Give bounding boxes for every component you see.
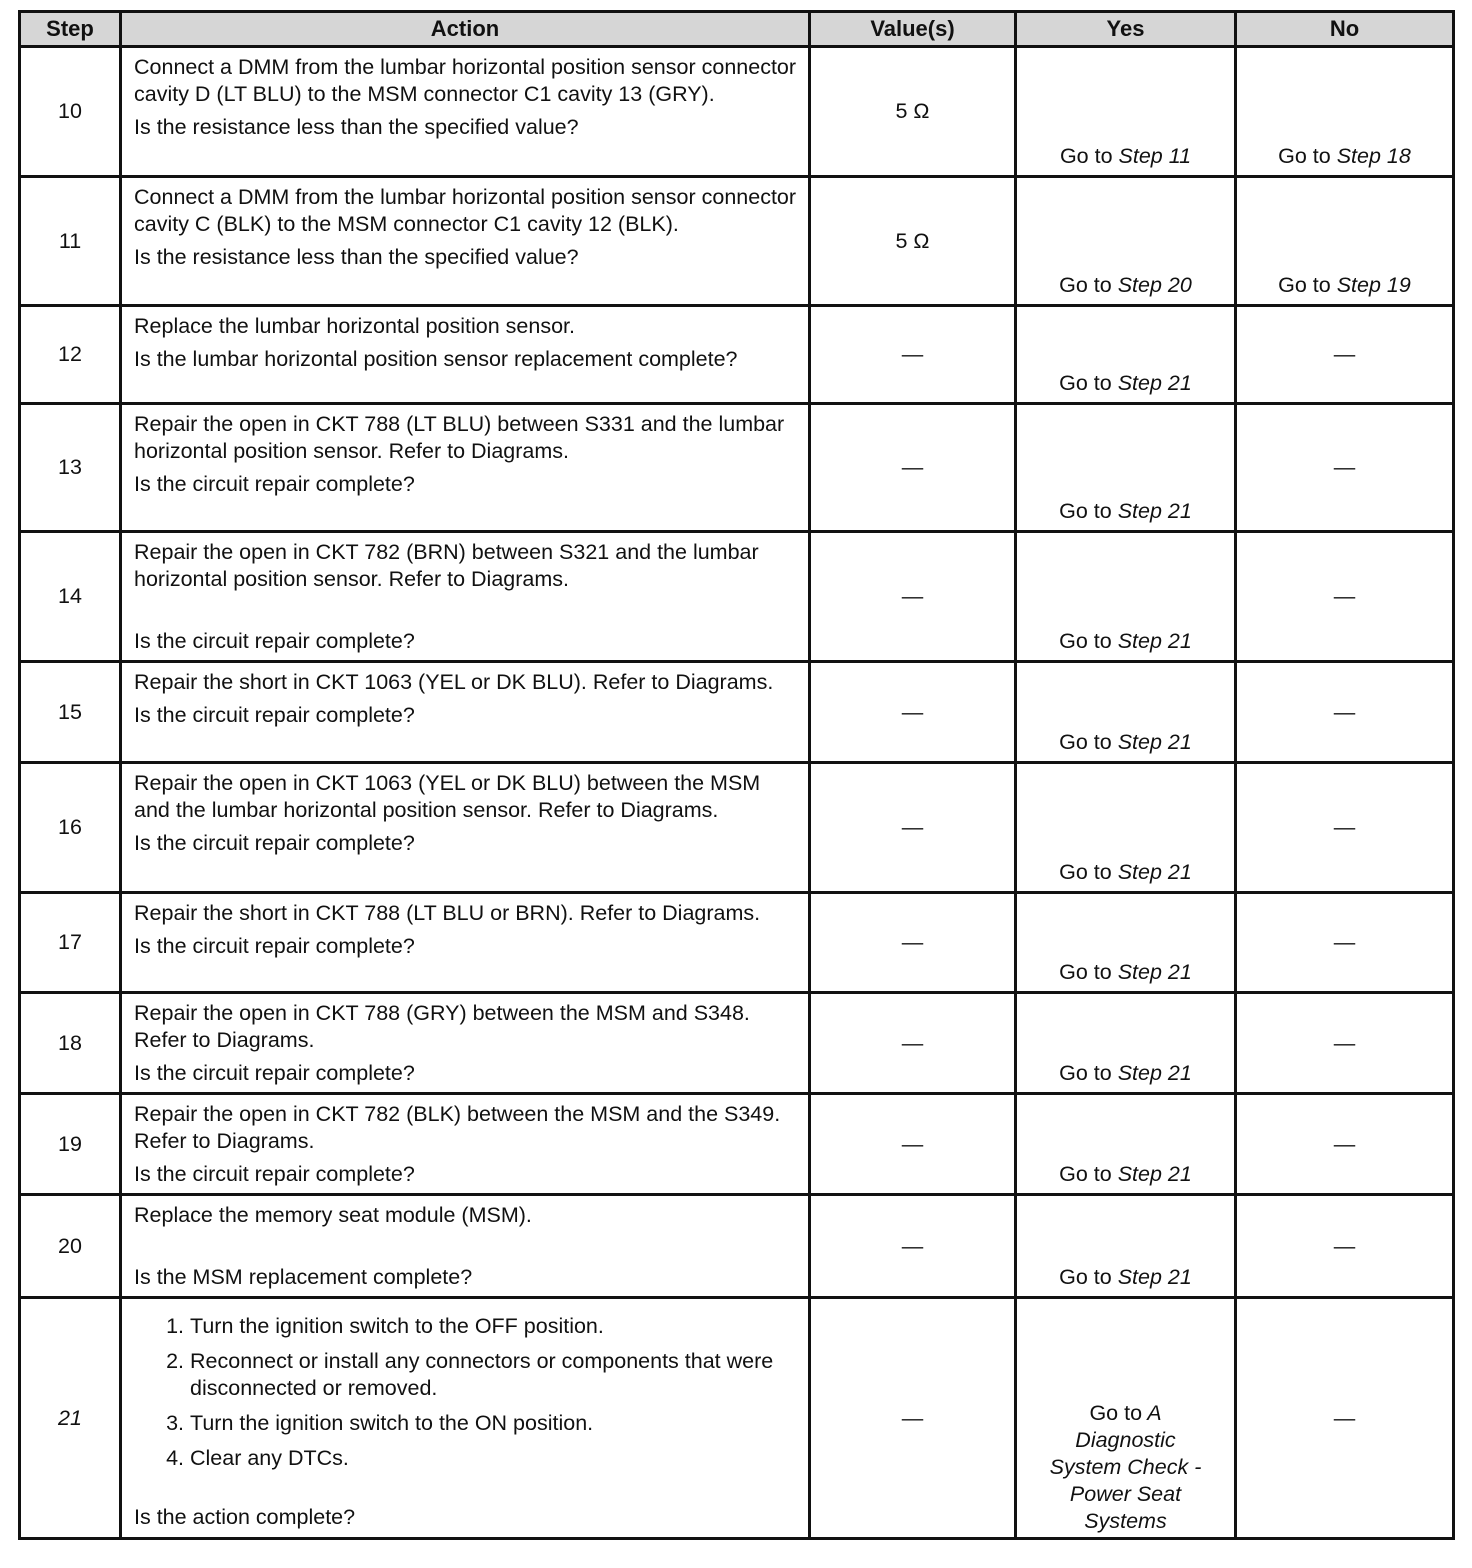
table-row — [20, 1298, 1454, 1539]
yes-step-link[interactable]: Step 21 — [1117, 1061, 1192, 1085]
step-number: 14 — [20, 532, 121, 662]
value-cell: — — [810, 404, 1016, 532]
table-row — [20, 893, 1454, 993]
action-instruction: Replace the memory seat module (MSM). — [134, 1203, 532, 1227]
action-instruction: Repair the open in CKT 1063 (YEL or DK BLU) between the MSM and the lumbar horizontal position sensor. Refer to Diagrams. — [134, 771, 761, 822]
action-question: Is the circuit repair complete? — [134, 472, 415, 496]
header-values: Value(s) — [810, 12, 1016, 47]
yes-step-link[interactable]: Step 21 — [1117, 629, 1192, 653]
yes-cell — [1016, 532, 1236, 662]
yes-step-link[interactable]: Step 21 — [1117, 1162, 1192, 1186]
action-cell — [121, 1195, 810, 1298]
action-cell — [121, 47, 810, 177]
action-cell — [121, 662, 810, 763]
yes-cell — [1016, 177, 1236, 306]
action-instruction: Repair the open in CKT 782 (BRN) between S321 and the lumbar horizontal position sensor. Refer to Diagrams. — [134, 540, 759, 591]
no-cell: — — [1236, 532, 1454, 662]
diagnostic-steps-table — [18, 10, 1455, 1540]
no-cell — [1236, 177, 1454, 306]
action-instruction: Repair the short in CKT 788 (LT BLU or BRN). Refer to Diagrams. — [134, 901, 761, 925]
value-cell: — — [810, 662, 1016, 763]
table-row — [20, 993, 1454, 1094]
yes-cell — [1016, 47, 1236, 177]
header-yes: Yes — [1016, 12, 1236, 47]
yes-step-link[interactable]: Step 20 — [1117, 273, 1192, 297]
table-row — [20, 1094, 1454, 1195]
action-question: Is the resistance less than the specified value? — [134, 245, 579, 269]
header-step: Step — [20, 12, 121, 47]
yes-step-link[interactable]: Step 21 — [1117, 860, 1192, 884]
list-item: 2. Reconnect or install any connectors or components that were disconnected or removed. — [190, 1348, 798, 1402]
header-no: No — [1236, 12, 1454, 47]
value-cell: 5 Ω — [810, 177, 1016, 306]
yes-cell — [1016, 1298, 1236, 1539]
value-cell: — — [810, 763, 1016, 893]
yes-step-link[interactable]: Step 21 — [1117, 960, 1192, 984]
yes-cell — [1016, 404, 1236, 532]
step-number: 18 — [20, 993, 121, 1094]
action-question: Is the resistance less than the specified value? — [134, 115, 579, 139]
action-instruction: Repair the short in CKT 1063 (YEL or DK BLU). Refer to Diagrams. — [134, 670, 774, 694]
no-prefix: Go to — [1278, 273, 1331, 297]
no-cell: — — [1236, 1195, 1454, 1298]
table-row — [20, 1195, 1454, 1298]
value-cell: 5 Ω — [810, 47, 1016, 177]
action-cell — [121, 993, 810, 1094]
yes-prefix: Go to — [1059, 144, 1113, 168]
value-cell: — — [810, 306, 1016, 404]
yes-cell — [1016, 306, 1236, 404]
no-cell: — — [1236, 404, 1454, 532]
yes-prefix: Go to — [1059, 860, 1112, 884]
action-question: Is the circuit repair complete? — [134, 934, 415, 958]
value-cell: — — [810, 993, 1016, 1094]
table-row — [20, 532, 1454, 662]
step-number: 19 — [20, 1094, 121, 1195]
yes-prefix: Go to — [1089, 1401, 1143, 1425]
yes-prefix: Go to — [1059, 1265, 1112, 1289]
yes-prefix: Go to — [1059, 273, 1112, 297]
no-cell: — — [1236, 662, 1454, 763]
table-row — [20, 306, 1454, 404]
header-action: Action — [121, 12, 810, 47]
yes-prefix: Go to — [1059, 499, 1112, 523]
table-row — [20, 47, 1454, 177]
step-number: 13 — [20, 404, 121, 532]
yes-cell — [1016, 1195, 1236, 1298]
no-cell: — — [1236, 1094, 1454, 1195]
yes-prefix: Go to — [1059, 1061, 1112, 1085]
action-steps-list — [134, 1313, 798, 1480]
action-question: Is the circuit repair complete? — [134, 629, 415, 653]
action-question: Is the circuit repair complete? — [134, 1162, 415, 1186]
yes-step-link[interactable]: Step 11 — [1118, 144, 1192, 168]
no-cell: — — [1236, 993, 1454, 1094]
yes-step-link[interactable]: Step 21 — [1117, 499, 1192, 523]
step-number: 10 — [20, 47, 121, 177]
list-item: 3. Turn the ignition switch to the ON position. — [190, 1410, 798, 1437]
action-question: Is the circuit repair complete? — [134, 703, 415, 727]
value-cell: — — [810, 1195, 1016, 1298]
table-row — [20, 177, 1454, 306]
table-row — [20, 763, 1454, 893]
table-row — [20, 404, 1454, 532]
no-prefix: Go to — [1278, 144, 1331, 168]
action-cell — [121, 177, 810, 306]
no-cell — [1236, 47, 1454, 177]
yes-cell — [1016, 1094, 1236, 1195]
yes-prefix: Go to — [1059, 730, 1112, 754]
action-cell — [121, 763, 810, 893]
yes-cell — [1016, 893, 1236, 993]
action-question: Is the circuit repair complete? — [134, 831, 415, 855]
action-instruction: Repair the open in CKT 788 (LT BLU) between S331 and the lumbar horizontal position sensor. Refer to Diagrams. — [134, 412, 785, 463]
action-instruction: Connect a DMM from the lumbar horizontal position sensor connector cavity C (BLK) to the MSM connector C1 cavity 12 (BLK). — [134, 185, 797, 236]
no-step-link[interactable]: Step 18 — [1336, 144, 1411, 168]
action-cell — [121, 1094, 810, 1195]
list-item: 1. Turn the ignition switch to the OFF position. — [190, 1313, 798, 1340]
value-cell: — — [810, 532, 1016, 662]
yes-prefix: Go to — [1059, 629, 1112, 653]
diagnostic-table-page — [18, 10, 1452, 1540]
table-header-row — [20, 12, 1454, 47]
action-cell — [121, 532, 810, 662]
action-question: Is the MSM replacement complete? — [134, 1265, 473, 1289]
yes-prefix: Go to — [1059, 1162, 1112, 1186]
yes-target-link[interactable]: Go to A Diagnostic System Check - Power Seat Systems — [1049, 1401, 1202, 1533]
action-instruction: Connect a DMM from the lumbar horizontal position sensor connector cavity D (LT BLU) to the MSM connector C1 cavity 13 (GRY). — [134, 55, 797, 106]
value-cell: — — [810, 1094, 1016, 1195]
step-number: 17 — [20, 893, 121, 993]
yes-cell — [1016, 763, 1236, 893]
action-cell — [121, 404, 810, 532]
action-question: Is the circuit repair complete? — [134, 1061, 415, 1085]
no-cell: — — [1236, 306, 1454, 404]
action-instruction: Repair the open in CKT 782 (BLK) between the MSM and the S349. Refer to Diagrams. — [134, 1102, 781, 1153]
yes-step-link[interactable]: Step 21 — [1117, 730, 1192, 754]
table-row — [20, 662, 1454, 763]
action-instruction: Replace the lumbar horizontal position sensor. — [134, 314, 576, 338]
yes-step-link[interactable]: Step 21 — [1117, 371, 1192, 395]
action-cell — [121, 306, 810, 404]
value-cell: — — [810, 1298, 1016, 1539]
action-instruction: Repair the open in CKT 788 (GRY) between the MSM and S348. Refer to Diagrams. — [134, 1001, 750, 1052]
no-cell: — — [1236, 763, 1454, 893]
step-number: 15 — [20, 662, 121, 763]
step-number: 16 — [20, 763, 121, 893]
yes-cell — [1016, 662, 1236, 763]
no-cell: — — [1236, 893, 1454, 993]
action-question: Is the lumbar horizontal position sensor replacement complete? — [134, 347, 738, 371]
yes-prefix: Go to — [1059, 371, 1112, 395]
yes-step-link[interactable]: Step 21 — [1117, 1265, 1192, 1289]
step-number: 21 — [20, 1298, 121, 1539]
step-number: 11 — [20, 177, 121, 306]
action-cell — [121, 1298, 810, 1539]
step-number: 20 — [20, 1195, 121, 1298]
no-step-link[interactable]: Step 19 — [1336, 273, 1411, 297]
value-cell: — — [810, 893, 1016, 993]
action-cell — [121, 893, 810, 993]
step-number: 12 — [20, 306, 121, 404]
yes-prefix: Go to — [1059, 960, 1112, 984]
list-item: 4. Clear any DTCs. — [190, 1445, 798, 1472]
no-cell: — — [1236, 1298, 1454, 1539]
action-question: Is the action complete? — [134, 1505, 356, 1529]
yes-cell — [1016, 993, 1236, 1094]
